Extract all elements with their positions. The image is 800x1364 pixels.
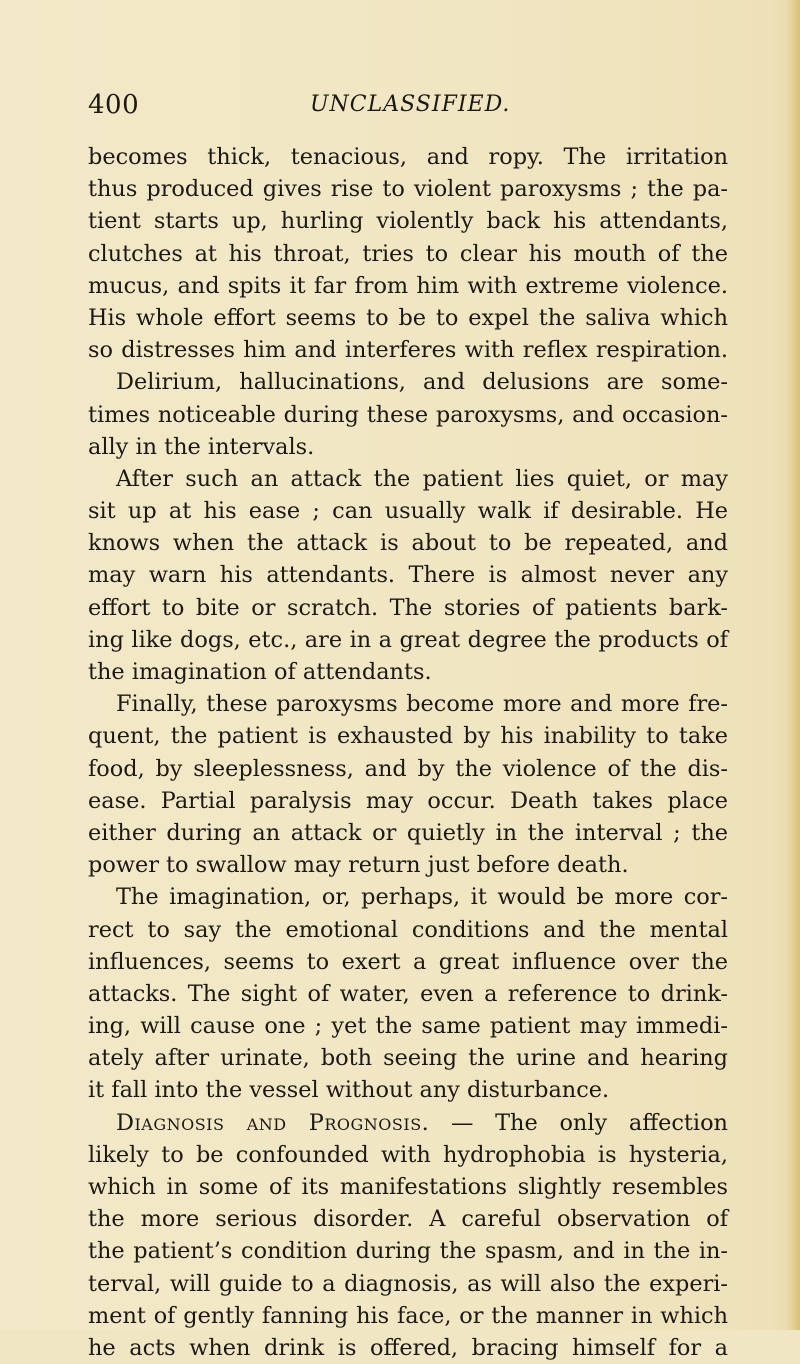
running-head: UNCLASSIFIED. <box>310 92 511 117</box>
text-line: thus produced gives rise to violent paroxysms ; the pa- <box>88 176 728 203</box>
text-line: power to swallow may return just before death. <box>88 852 629 879</box>
text-line: rect to say the emotional conditions and the mental <box>88 916 728 943</box>
text-line: ment of gently fanning his face, or the manner in which <box>88 1302 728 1329</box>
page-body <box>88 141 728 1364</box>
text-line: knows when the attack is about to be repeated, and <box>88 530 728 557</box>
text-line: terval, will guide to a diagnosis, as will also the experi- <box>88 1270 728 1297</box>
text-line: Delirium, hallucinations, and delusions are some- <box>116 369 728 396</box>
text-line: the imagination of attendants. <box>88 659 432 685</box>
text-line: either during an attack or quietly in the interval ; the <box>88 819 728 846</box>
text-line: likely to be confounded with hydrophobia is hysteria, <box>88 1141 728 1168</box>
text-line: The imagination, or, perhaps, it would be more cor- <box>116 884 728 911</box>
text-line: attacks. The sight of water, even a reference to drink- <box>88 980 728 1007</box>
text-line: becomes thick, tenacious, and ropy. The irritation <box>88 144 728 170</box>
text-line: Finally, these paroxysms become more and more fre- <box>116 691 728 718</box>
text-line: times noticeable during these paroxysms, and occasion- <box>88 401 728 428</box>
text-line: After such an attack the patient lies quiet, or may <box>116 465 728 492</box>
text-line: clutches at his throat, tries to clear his mouth of the <box>88 240 728 267</box>
text-line: the more serious disorder. A careful observation of <box>88 1206 728 1233</box>
text-line: ately after urinate, both seeing the urine and hearing <box>88 1045 728 1072</box>
text-line: ing, will cause one ; yet the same patient may immedi- <box>88 1013 728 1040</box>
text-line: so distresses him and interferes with reflex respiration. <box>88 337 728 364</box>
section-heading-line <box>88 1107 728 1139</box>
text-line: quent, the patient is exhausted by his inability to take <box>88 723 728 750</box>
text-line: ease. Partial paralysis may occur. Death takes place <box>88 787 728 814</box>
page-edge <box>786 0 800 1330</box>
text-line: mucus, and spits it far from him with extreme violence. <box>88 272 728 299</box>
section-heading: Diagnosis and Prognosis. <box>116 1109 430 1136</box>
text-line: effort to bite or scratch. The stories of patients bark- <box>88 594 728 621</box>
text-line: he acts when drink is offered, bracing himself for a <box>88 1334 728 1361</box>
text-line: which in some of its manifestations slightly resembles <box>88 1174 728 1200</box>
text-line: food, by sleeplessness, and by the violence of the dis- <box>88 755 728 782</box>
text-line: ing like dogs, etc., are in a great degree the products of <box>88 626 728 653</box>
page-number: 400 <box>88 90 140 120</box>
text-line: the patient’s condition during the spasm, and in the in- <box>88 1238 728 1265</box>
text-line: sit up at his ease ; can usually walk if desirable. He <box>88 498 728 525</box>
text-line: ally in the intervals. <box>88 433 315 460</box>
text-line: tient starts up, hurling violently back his attendants, <box>88 208 728 235</box>
section-heading-continuation: — The only affection <box>429 1109 728 1136</box>
text-line: His whole effort seems to be to expel the saliva which <box>88 304 728 331</box>
text-line: may warn his attendants. There is almost never any <box>88 562 728 589</box>
text-line: influences, seems to exert a great influence over the <box>88 948 728 975</box>
page-header <box>88 88 728 122</box>
text-line: it fall into the vessel without any disturbance. <box>88 1077 610 1104</box>
